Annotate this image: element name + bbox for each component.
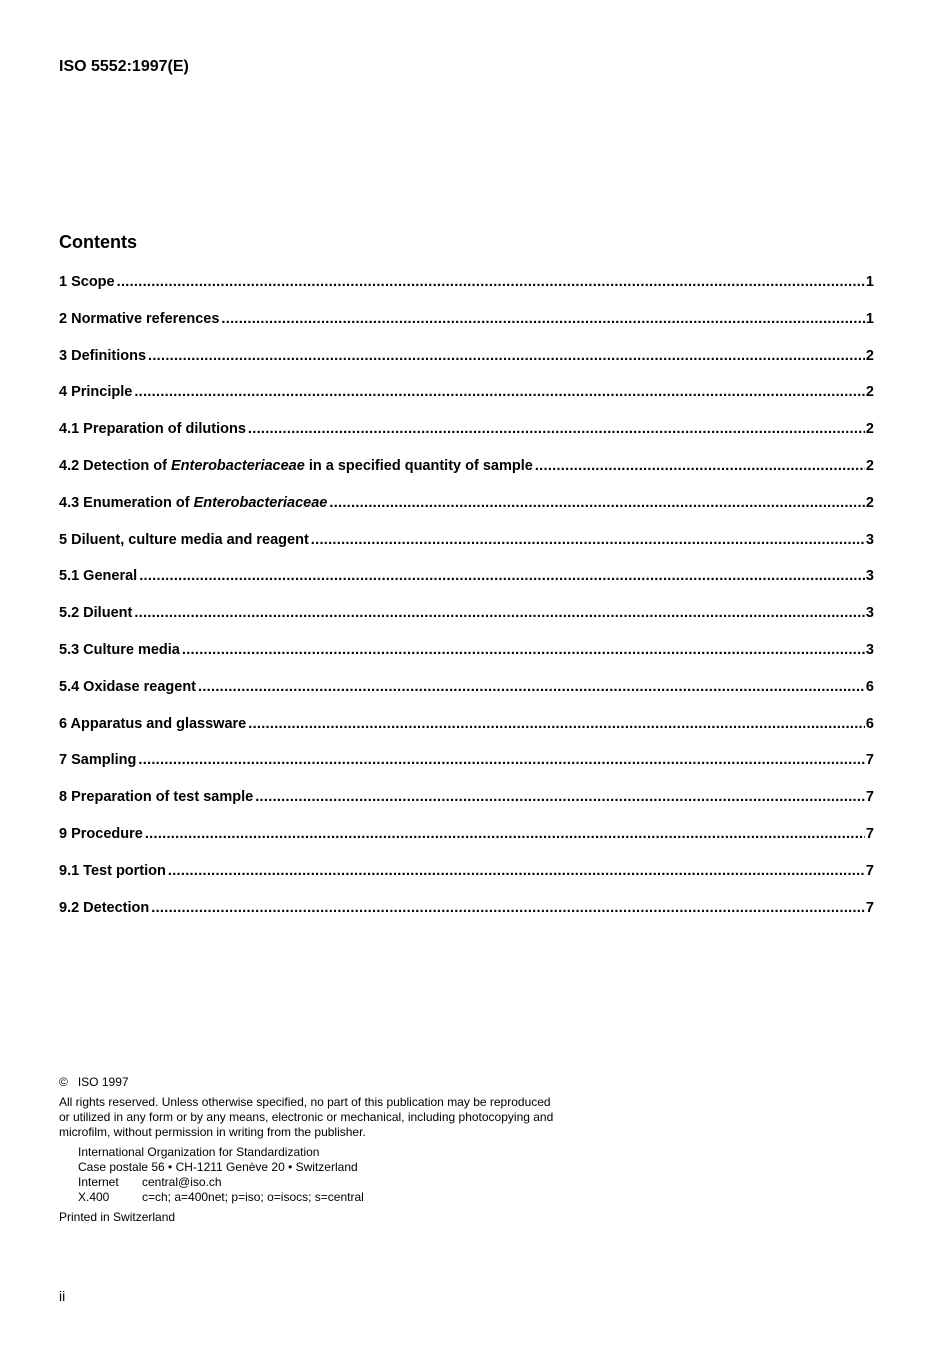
internet-label: Internet [78, 1175, 119, 1189]
toc-dot-leader [148, 348, 865, 364]
toc-entry [59, 568, 874, 605]
toc-page-number: 3 [865, 605, 874, 622]
toc-entry-text: 5.2 Diluent [59, 605, 133, 622]
toc-entry-text: 8 Preparation of test sample [59, 789, 254, 806]
toc-entry [59, 642, 874, 679]
rights-line: All rights reserved. Unless otherwise specified, no part of this publication may be reproduced [59, 1095, 551, 1109]
x400-row [78, 1190, 619, 1205]
toc-entry-text: 5.1 General [59, 568, 138, 585]
copyright-text: ISO 1997 [77, 1075, 129, 1089]
toc-entry [59, 458, 874, 495]
toc-entry-text: 5.4 Oxidase reagent [59, 678, 197, 695]
toc-entry-text: in a specified quantity of sample [304, 457, 533, 474]
toc-dot-leader [168, 863, 865, 879]
toc-entry [59, 532, 874, 569]
toc-page-number: 1 [865, 310, 874, 327]
toc-entry [59, 900, 874, 937]
toc-page-number: 3 [865, 531, 874, 548]
toc-entry [59, 605, 874, 642]
contents-heading: Contents [59, 232, 137, 252]
document-id: ISO 5552:1997(E) [59, 58, 189, 75]
internet-email: central@iso.ch [142, 1175, 222, 1189]
toc-entry-text: 1 Scope [59, 274, 115, 290]
toc-entry [59, 311, 874, 348]
postal-address: Case postale 56 • CH-1211 Genève 20 • Switzerland [78, 1160, 358, 1174]
toc-page-number: 7 [865, 825, 874, 842]
toc-dot-leader [535, 458, 865, 474]
rights-line: or utilized in any form or by any means, electronic or mechanical, including photocopying and [59, 1110, 554, 1124]
toc-entry-text: 4.1 Preparation of dilutions [59, 421, 246, 438]
toc-entry-italic-text: Enterobacteriaceae [171, 457, 305, 474]
toc-dot-leader [248, 421, 865, 437]
toc-entry [59, 495, 874, 532]
toc-dot-leader [255, 789, 865, 805]
x400-address: c=ch; a=400net; p=iso; o=isocs; s=central [142, 1190, 364, 1204]
rights-statement [59, 1095, 619, 1140]
page-number: ii [59, 1288, 66, 1304]
toc-entry [59, 716, 874, 753]
toc-entry-title [59, 863, 166, 879]
toc-entry-text: 4.3 Enumeration of [59, 494, 194, 511]
toc-entry [59, 679, 874, 716]
toc-entry [59, 863, 874, 900]
toc-entry [59, 421, 874, 458]
toc-page-number: 6 [865, 678, 874, 695]
toc-dot-leader [151, 900, 865, 916]
toc-page-number: 3 [865, 568, 874, 585]
toc-page-number: 7 [865, 789, 874, 806]
toc-page-number: 2 [865, 384, 874, 401]
toc-entry-title [59, 752, 136, 768]
toc-page-number: 2 [865, 457, 874, 474]
toc-entry [59, 384, 874, 421]
toc-dot-leader [248, 716, 865, 732]
toc-page-number: 7 [865, 862, 874, 879]
toc-entry-title [59, 495, 327, 511]
toc-entry-title [59, 642, 180, 658]
toc-entry [59, 789, 874, 826]
toc-entry-text: 3 Definitions [59, 347, 147, 364]
toc-page-number: 6 [865, 715, 874, 732]
x400-label: X.400 [78, 1190, 110, 1204]
toc-entry-title [59, 458, 533, 474]
toc-page-number: 2 [865, 494, 874, 511]
toc-dot-leader [311, 532, 865, 548]
toc-entry-title [59, 679, 196, 695]
toc-dot-leader [198, 679, 865, 695]
toc-entry-title [59, 568, 137, 584]
toc-entry-title [59, 421, 246, 437]
toc-entry-title [59, 348, 146, 364]
toc-entry-text: 9.2 Detection [59, 899, 150, 916]
toc-entry-title [59, 605, 132, 621]
toc-page-number: 2 [865, 347, 874, 364]
toc-entry-italic-text: Enterobacteriaceae [193, 494, 328, 511]
toc-page-number: 1 [865, 274, 874, 290]
toc-dot-leader [139, 568, 865, 584]
toc-entry-text: 9.1 Test portion [59, 862, 166, 879]
printed-in: Printed in Switzerland [59, 1210, 176, 1224]
toc-entry [59, 348, 874, 385]
toc-dot-leader [138, 752, 865, 768]
toc-dot-leader [117, 274, 865, 290]
toc-entry [59, 274, 874, 311]
toc-entry-text: 7 Sampling [59, 752, 137, 769]
copyright-symbol: © [59, 1075, 68, 1089]
toc-entry-text: 9 Procedure [59, 825, 143, 842]
toc-entry-text: 5.3 Culture media [59, 641, 180, 658]
toc-dot-leader [134, 384, 865, 400]
org-name: International Organization for Standardization [78, 1145, 320, 1159]
toc-dot-leader [145, 826, 865, 842]
toc-entry-title [59, 716, 246, 732]
publisher-address [59, 1145, 619, 1205]
toc-entry-title [59, 384, 132, 400]
toc-entry-title [59, 826, 143, 842]
toc-page-number: 7 [865, 752, 874, 769]
toc-entry-text: 5 Diluent, culture media and reagent [59, 531, 309, 548]
toc-entry-text: 4.2 Detection of [59, 457, 171, 474]
toc-dot-leader [134, 605, 865, 621]
toc-entry-title [59, 311, 219, 327]
toc-page-number: 3 [865, 641, 874, 658]
toc-dot-leader [182, 642, 865, 658]
internet-row [78, 1175, 619, 1190]
table-of-contents [59, 274, 874, 936]
toc-dot-leader [329, 495, 865, 511]
toc-entry-title [59, 789, 253, 805]
rights-line: microfilm, without permission in writing from the publisher. [59, 1125, 366, 1139]
toc-entry [59, 752, 874, 789]
toc-entry-text: 6 Apparatus and glassware [59, 715, 247, 732]
toc-entry-title [59, 274, 115, 290]
toc-page-number: 7 [865, 899, 874, 916]
toc-entry-text: 2 Normative references [59, 310, 220, 327]
toc-entry-title [59, 532, 309, 548]
toc-entry-text: 4 Principle [59, 384, 133, 401]
toc-dot-leader [221, 311, 865, 327]
copyright-notice [59, 1075, 619, 1225]
toc-page-number: 2 [865, 421, 874, 438]
toc-entry-title [59, 900, 149, 916]
toc-entry [59, 826, 874, 863]
